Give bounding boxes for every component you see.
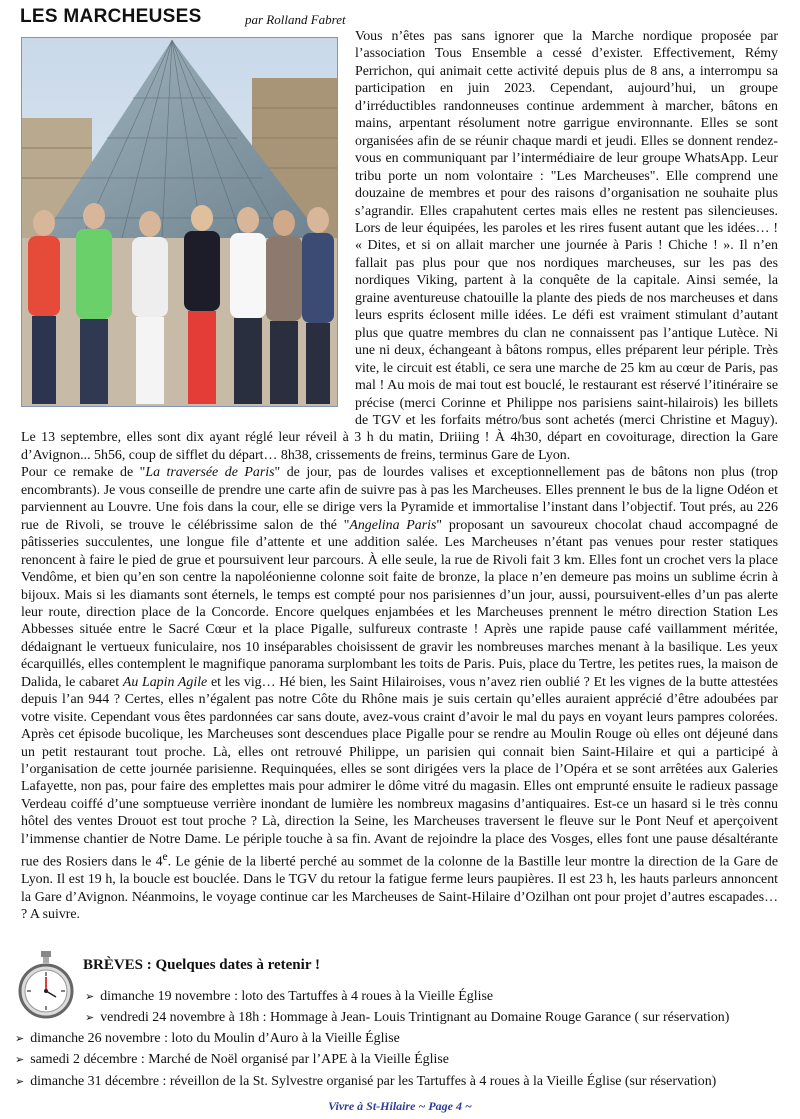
breves-item: ➢ dimanche 31 décembre : réveillon de la St. Sylvestre organisé par les Tartuffes à 4 roues à la Vieille Église (sur réservation) (15, 1074, 717, 1089)
arrow-bullet-icon: ➢ (85, 1011, 95, 1024)
arrow-bullet-icon: ➢ (85, 990, 95, 1003)
article-title: LES MARCHEUSES (20, 6, 202, 27)
arrow-bullet-icon: ➢ (15, 1032, 25, 1045)
film-title: La traversée de Paris (145, 465, 275, 481)
tea-salon-name: Angelina Paris (349, 517, 437, 533)
breves-title: BRÈVES : Quelques dates à retenir ! (83, 957, 320, 973)
article-paragraph-1: Vous n’êtes pas sans ignorer que la Marche nordique proposée par l’association Tous Ensemble a cessé d’exister. Effectivement, Rémy Perrichon, qui animait cette activité depuis plus de 8 ans, a interrompu sa participation en juin 2023. Cependant, aujourd’hui, un groupe d’irréductibles randonneuses continue ardemment à marcher, bâtons en mains, arpentant résolument notre garrigue environnante. Elles se sont organisées afin de se réunir chaque mardi et jeudi. Elles se donnent rendez-vous en communiquant par l’intermédiaire de leur groupe WhatsApp. Leur tribu porte un nom volontaire : "Les Marcheuses". Elle comprend une douzaine de membres et pour des raisons d’organisation ne souhaite plus s’agrandir. Elles crapahutent certes mais elles ne restent pas silencieuses. Lors de leur équipées, les paroles et les rires fusent autant que les idées… ! « Dites, et si on allait marcher une journée à Paris ! Chiche ! ». Il n’en fallait pas plus pour que nos nordiques marcheuses, sur les pas des nordiques Viking, partent à la conquête de la capitale. Ainsi semée, la graine aventureuse chatouille la plante des pieds de nos marcheuses et dans leurs esprits éclosent mille idées. Le défi est vraiment stimulant d’autant plus que quatre membres du clan ne connaissent pas l’antique Lutèce. Ni une ni deux, échangeant à bâtons rompus, elles préparent leur périple. Très vite, le circuit est établi, ce sera une marche de 25 km au cœur de Paris, pas mal ! Au mois de mai tout est bouclé, le restaurant est réservé l’itinéraire se précise (merci Corinne et Philippe nos parisiens saint-hilairois) les billets de TGV et les forfaits métro/bus sont achetés (merci Christine et Maguy). Le 13 septembre, elles sont dix ayant réglé leur réveil à 3 h du matin, Driiing ! À 4h30, départ en covoiturage, direction la Gare d’Avignon... 5h56, coup de sifflet du départ… 8h38, crissements de freins, terminus Gare de Lyon. (21, 29, 778, 463)
article-paragraph-2: Pour ce remake de "La traversée de Paris" de jour, pas de lourdes valises et exceptionnellement pas de bâtons non plus (trop encombrants). Je vous conseille de prendre une carte afin de suivre pas à pas les Marcheuses. Elles prennent le bus de la ligne Odéon et parviennent au Louvre. Une fois dans la cour, elle se dirige vers la Pyramide et immortalise l’instant dans l’objectif. Tout prés, au 226 rue de Rivoli, se trouve le célébrissime salon de thé "Angelina Paris" proposant un savoureux chocolat chaud accompagné de pâtisseries succulentes, une longue file d’attente et une addition salée. Les Marcheuses n’étant pas venues pour rester statiques renoncent à faire le pied de grue et poursuivent leur parcours. À elle seule, la rue de Rivoli fait 3 km. Elles font un crochet vers la place Vendôme, et bien qu’en son centre la napoléonienne colonne soit faite de bronze, la place n’en demeure pas moins un sublime écrin à bijoux. Mais si les diamants sont éternels, le temps est compté pour nos parisiennes d’un jour, aussi, poursuivent-elles d’un pas alerte leur route, direction place de la Concorde. Encore quelques enjambées et les Marcheuses prennent le métro direction Station Les Abbesses située entre le Sacré Cœur et la place Pigalle, sulfureux contraste ! Après une rapide pause café vaillamment méritée, dédaignant le vertueux funiculaire, nos 10 inséparables choisissent de gravir les nombreuses marches menant à la basilique. Les yeux écarquillés, elles contemplent le magnifique panorama surplombant les toits de Paris. Puis, place du Tertre, les petites rues, la maison de Dalida, le cabaret Au Lapin Agile et les vig… Hé bien, les Saint Hilairoises, vous n’avez rien oublié ? Et les vignes de la butte attestées depuis l’an 944 ? Certes, elles n’égalent pas notre Côte du Rhône mais je suis certain qu’elles auraient apprécié d’être adoubées par votre visite. Cependant vous êtes pardonnées car sans doute, avez-vous craint d’avoir le mal du pays en voyant leurs pampres colorées. Après cet épisode bucolique, les Marcheuses sont descendues place Pigalle pour se rendre au Moulin Rouge où elles ont déjeuné dans un petit restaurant tout proche. Là, elles ont retrouvé Philippe, un parisien qui connait bien Saint-Hilaire et qui a participé à l’organisation de cette journée parisienne. Requinquées, elles se sont dirigées vers la place de l’Opéra et se sont arrêtées aux Galeries Lafayette, non pas, pour faire des emplettes mais pour admirer le dôme vitré du magasin. Elles ont emprunté ensuite le radieux passage Verdeau coiffé d’une somptueuse verrière inondant de lumière les nombreux magasins d’antiquaires. Est-ce un hasard si le très connu hôtel des ventes Drouot est tout proche ? Là, direction la Seine, les Marcheuses traversent le fleuve sur le Pont Neuf et aperçoivent l’immense chantier de Notre Dame. Le périple touche à sa fin. Avant de rejoindre la place des Vosges, elles font une pause désaltérante rue des Rosiers dans le 4e. Le génie de la liberté perché au sommet de la colonne de la Bastille leur montre la direction de la Gare de Lyon. Il est 19 h, la boucle est bouclée. Dans le TGV du retour la fatigue ferme leurs paupières. Il est 23 h, les hauts parleurs annoncent la Gare d’Avignon. Néanmoins, le voyage continue car les Marcheuses de Saint-Hilaire d’Ozilhan ont pour projet d’autres escapades… ? A suivre. (21, 465, 778, 923)
article-body (21, 28, 778, 924)
article-byline: par Rolland Fabret (245, 12, 346, 27)
breves-item: ➢ dimanche 26 novembre : loto du Moulin d’Auro à la Vieille Église (15, 1031, 400, 1046)
photo-float-space (21, 28, 355, 412)
breves-item: ➢ vendredi 24 novembre à 18h : Hommage à Jean- Louis Trintignant au Domaine Rouge Garance ( sur réservation) (85, 1010, 730, 1025)
breves-item: ➢ samedi 2 décembre : Marché de Noël organisé par l’APE à la Vieille Église (15, 1052, 449, 1067)
breves-item: ➢ dimanche 19 novembre : loto des Tartuffes à 4 roues à la Vieille Église (85, 989, 494, 1004)
page-footer: Vivre à St-Hilaire ~ Page 4 ~ (328, 1099, 472, 1113)
arrow-bullet-icon: ➢ (15, 1053, 25, 1066)
arrow-bullet-icon: ➢ (15, 1075, 25, 1088)
stopwatch-icon (17, 949, 75, 1023)
cabaret-name: Au Lapin Agile (122, 674, 208, 690)
